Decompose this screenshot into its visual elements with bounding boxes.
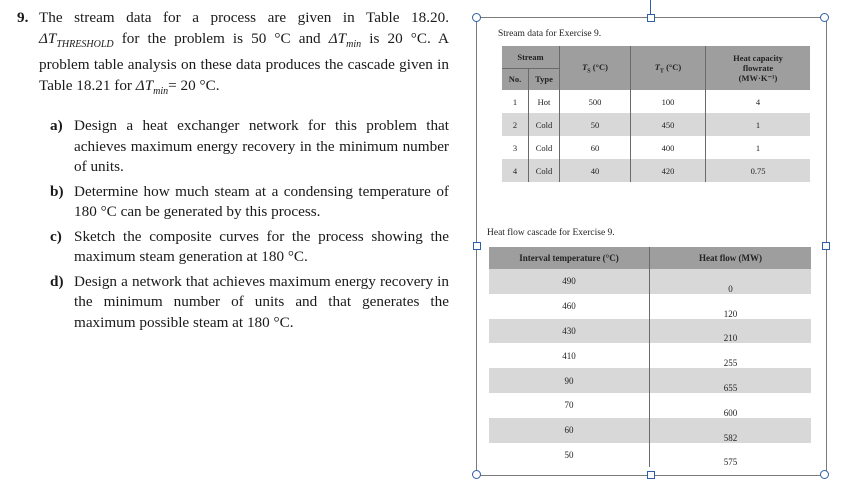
resize-handle-top-left[interactable]: [472, 13, 481, 22]
cascade-table-caption: Heat flow cascade for Exercise 9.: [487, 228, 615, 238]
cp-header: Heat capacity flowrate (MW·K⁻¹): [706, 46, 811, 90]
part-a: a) Design a heat exchanger network for this problem that achieves maximum energy recovery in the minimum number of units.: [50, 117, 449, 176]
delta-t-min-2: $\Delta T_{min}$: [135, 76, 169, 97]
heat-flow-header: Heat flow (MW): [650, 247, 812, 269]
table-header-row: [502, 46, 810, 68]
delta-t-threshold: $\Delta T_{THRESHOLD}$: [39, 29, 114, 50]
table-row: 3 Cold 60 400 1: [502, 136, 810, 159]
stream-data-table: [502, 46, 810, 182]
resize-handle-top-right[interactable]: [820, 13, 829, 22]
part-d: d) Design a network that achieves maximum energy recovery in the minimum number of units and that generates the maximum possible steam at 180 °C.: [50, 272, 449, 331]
table-row: 90 655: [489, 368, 811, 393]
table-row: 1 Hot 500 100 4: [502, 90, 810, 113]
table-row: 50 575: [489, 443, 811, 468]
table-row: 2 Cold 50 450 1: [502, 113, 810, 136]
table-row: 60 582: [489, 418, 811, 443]
part-c: c) Sketch the composite curves for the process showing the maximum steam generation at 180 °C.: [50, 227, 449, 266]
resize-handle-bottom[interactable]: [647, 471, 655, 479]
table-row: 460 120: [489, 294, 811, 319]
ts-header: $T_S$ (°C): [560, 46, 631, 90]
question-text: The stream data for a process are given in Table 18.20. $\Delta T_{THRESHOLD}$ for the problem is 50 °C and $\Delta T_{min}$ is 20 °C. A problem table analysis on these data produces the cascade given in Table 18.21 for $\Delta T_{min}= 20$ °C.: [39, 9, 450, 97]
resize-handle-right[interactable]: [822, 242, 830, 250]
stream-table-caption: Stream data for Exercise 9.: [498, 29, 602, 39]
no-header: No.: [508, 74, 522, 85]
tt-header: $T_T$ (°C): [631, 46, 706, 90]
table-row: 70 600: [489, 393, 811, 418]
type-header: Type: [529, 68, 560, 90]
heat-cascade-table: [489, 247, 811, 467]
table-row: 430 210: [489, 319, 811, 344]
stream-group-header: Stream: [502, 46, 560, 68]
resize-handle-top[interactable]: [647, 14, 655, 22]
question-intro: [17, 8, 449, 102]
table-row: 410 255: [489, 343, 811, 368]
table-row: 490 0: [489, 269, 811, 294]
table-header-row: [489, 247, 811, 269]
table-row: 4 Cold 40 420 0.75: [502, 159, 810, 182]
part-b: b) Determine how much steam at a condensing temperature of 180 °C can be generated by this process.: [50, 182, 449, 221]
question-number: 9.: [17, 9, 29, 26]
delta-t-min: $\Delta T_{min}$: [328, 29, 362, 50]
resize-handle-bottom-left[interactable]: [472, 470, 481, 479]
interval-temp-header: Interval temperature (°C): [519, 253, 619, 263]
exercise-text: [17, 8, 449, 333]
resize-handle-bottom-right[interactable]: [820, 470, 829, 479]
resize-handle-left[interactable]: [473, 242, 481, 250]
